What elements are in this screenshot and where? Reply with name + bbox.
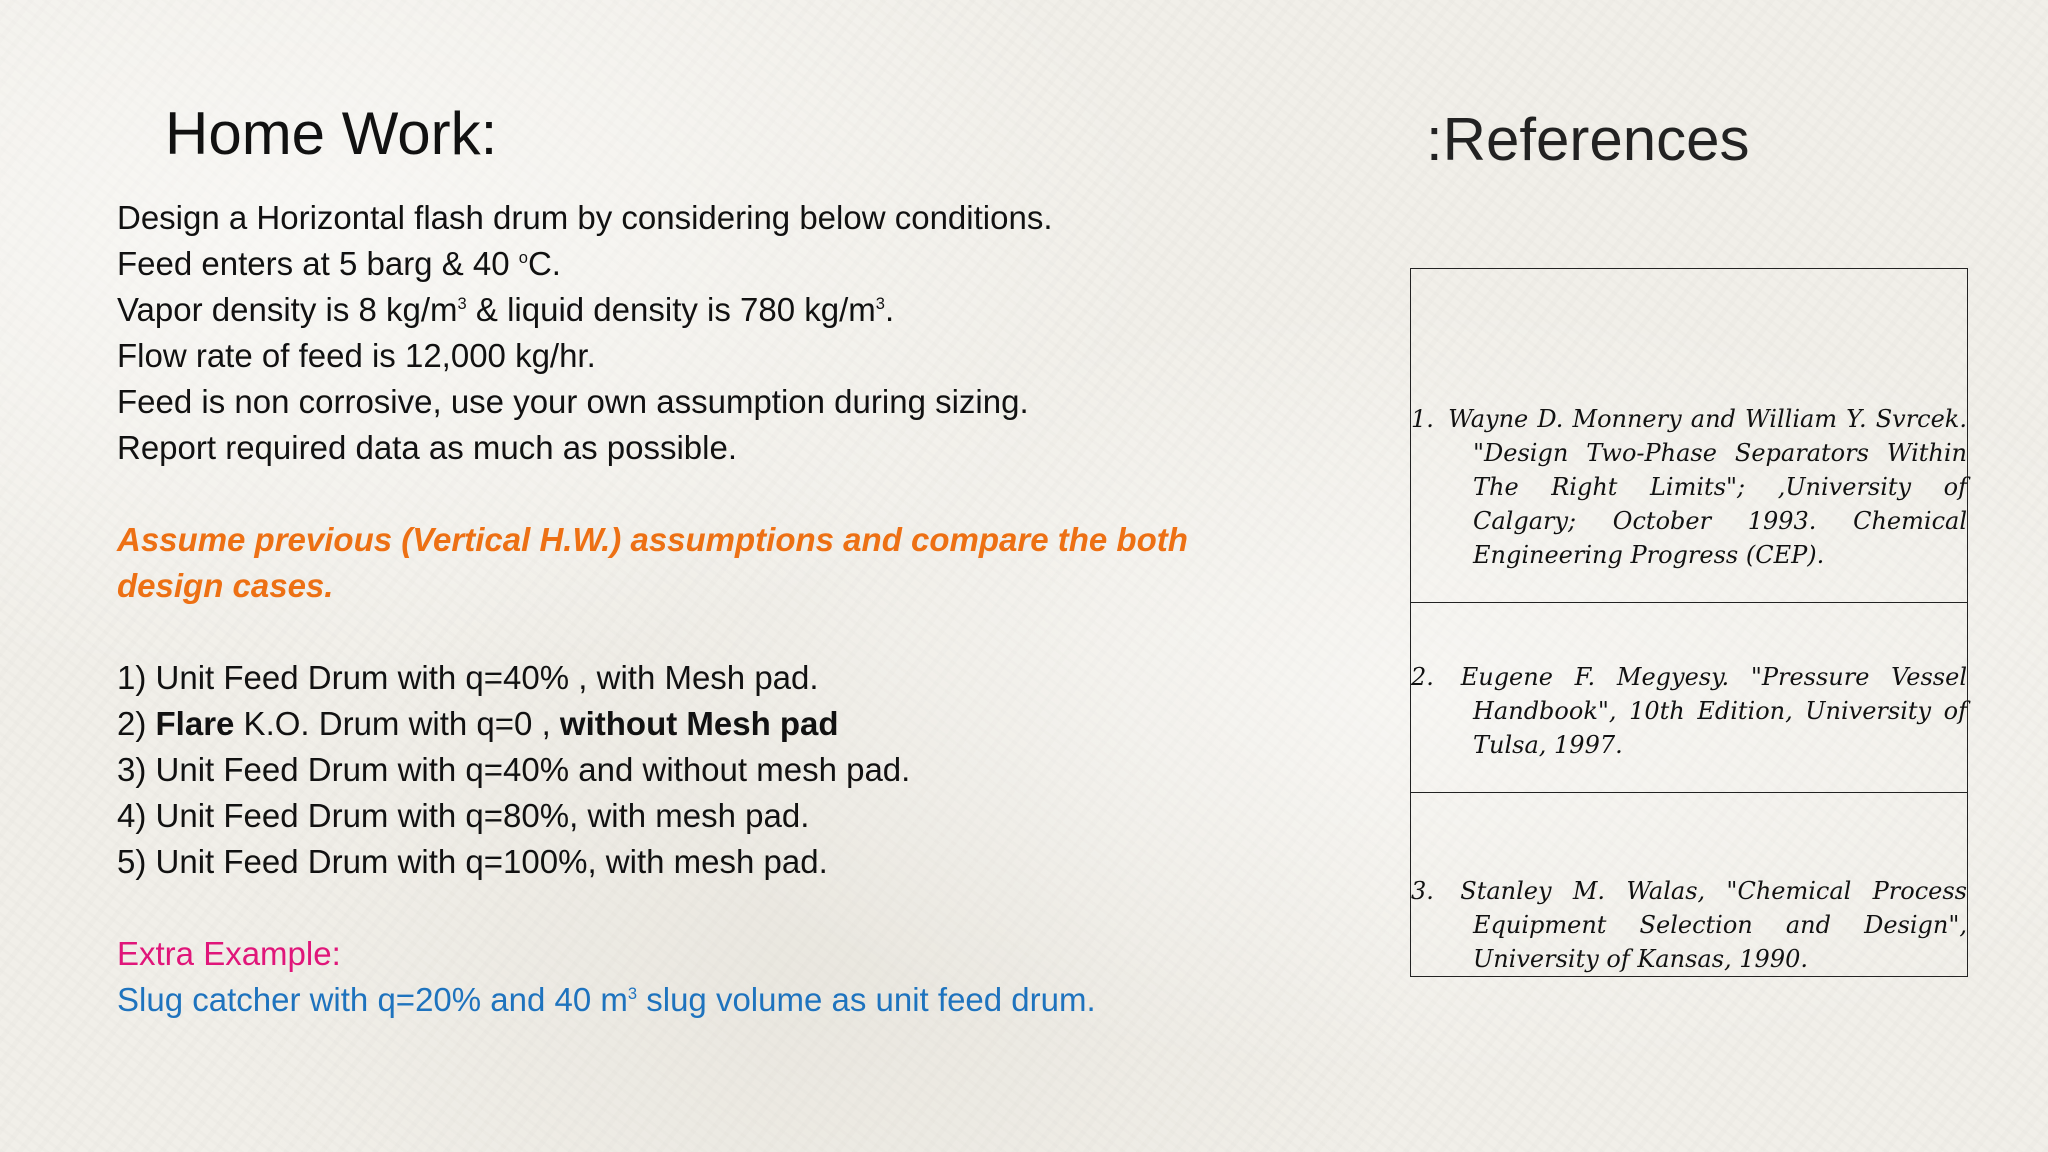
spacer	[117, 471, 1267, 517]
case-3: 3) Unit Feed Drum with q=40% and without mesh pad.	[117, 751, 911, 788]
case-4: 4) Unit Feed Drum with q=80%, with mesh pad.	[117, 797, 810, 834]
degree-sup: o	[518, 249, 528, 267]
extra-example-label: Extra Example:	[117, 935, 341, 972]
intro-line-flow: Flow rate of feed is 12,000 kg/hr.	[117, 337, 596, 374]
intro-line-feed: Feed enters at 5 barg & 40 $^o$C.	[117, 245, 561, 282]
reference-number: 3.	[1411, 877, 1434, 905]
reference-number: 2.	[1411, 663, 1434, 691]
reference-text: 1. Wayne D. Monnery and William Y. Svrcek. "Design Two-Phase Separators Within The Right Limits"; ,University of Calgary; October 1993. Chemical Engineering Progress (CEP).	[1411, 402, 1967, 602]
references-title: :References	[1426, 106, 1750, 173]
reference-text: 2. Eugene F. Megyesy. "Pressure Vessel Handbook", 10th Edition, University of Tulsa, 1997.	[1411, 660, 1967, 792]
reference-number: 1.	[1411, 405, 1434, 433]
assume-line-1: Assume previous (Vertical H.W.) assumptions and compare the both	[117, 521, 1188, 558]
spacer	[117, 885, 1267, 931]
intro-line-corrosive: Feed is non corrosive, use your own assumption during sizing.	[117, 383, 1029, 420]
references-table	[1410, 268, 1968, 977]
case-5: 5) Unit Feed Drum with q=100%, with mesh pad.	[117, 843, 828, 880]
reference-cell-1	[1411, 269, 1967, 603]
spacer	[117, 609, 1267, 655]
intro-line-report: Report required data as much as possible.	[117, 429, 738, 466]
reference-text: 3. Stanley M. Walas, "Chemical Process Equipment Selection and Design", University of Kansas, 1990.	[1411, 874, 1967, 976]
reference-cell-2	[1411, 603, 1967, 793]
case-1: 1) Unit Feed Drum with q=40% , with Mesh pad.	[117, 659, 819, 696]
assume-line-2: design cases.	[117, 567, 334, 604]
intro-line-design: Design a Horizontal flash drum by considering below conditions.	[117, 199, 1053, 236]
page-title: Home Work:	[165, 100, 498, 167]
extra-example-text: Slug catcher with q=20% and 40 $m^3$ slug volume as unit feed drum.	[117, 981, 1096, 1018]
intro-line-density: Vapor density is 8 $kg/m^3$ & liquid density is 780 $kg/m^3$.	[117, 291, 895, 328]
case-2: 2) Flare K.O. Drum with q=0 , without Mesh pad	[117, 705, 839, 742]
homework-content	[117, 195, 1267, 1023]
reference-cell-3	[1411, 793, 1967, 976]
